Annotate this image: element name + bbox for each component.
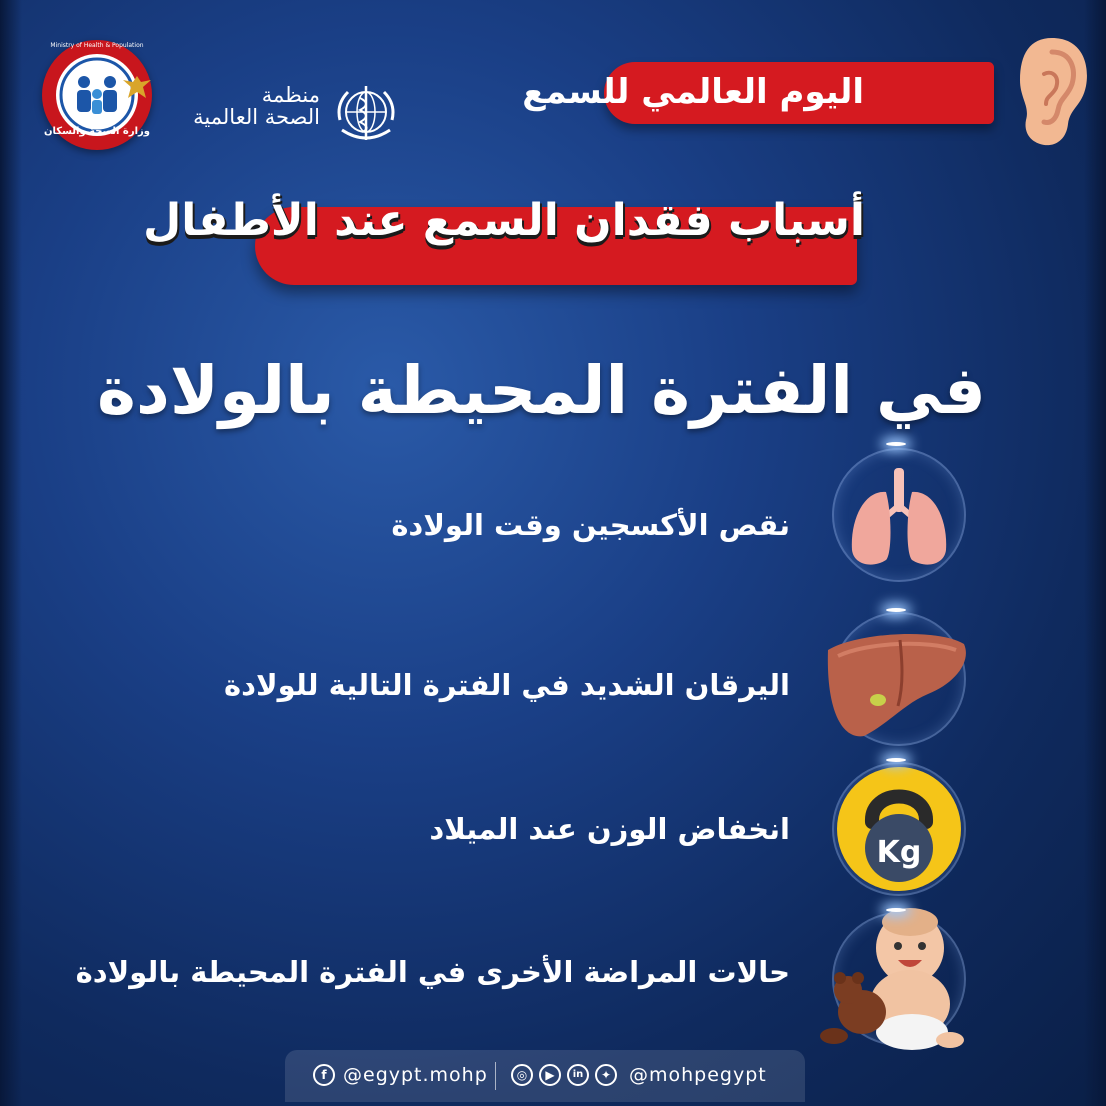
title-pill xyxy=(145,195,865,285)
banner-text: اليوم العالمي للسمع xyxy=(522,72,864,112)
lungs-icon-frame xyxy=(832,448,966,582)
liver-icon-frame xyxy=(832,612,966,746)
ear-icon xyxy=(1012,34,1092,150)
kettlebell-icon-frame xyxy=(832,762,966,896)
instagram-icon[interactable]: ◎ xyxy=(511,1064,533,1086)
ministry-name-en: Ministry of Health & Population xyxy=(50,42,144,49)
youtube-icon[interactable]: ▶ xyxy=(539,1064,561,1086)
social-handle[interactable]: @mohpegypt xyxy=(629,1064,767,1086)
kg-label: Kg xyxy=(876,835,922,870)
world-hearing-day-banner xyxy=(522,62,994,124)
item-3-text: انخفاض الوزن عند الميلاد xyxy=(429,812,790,846)
twitter-icon[interactable]: ✦ xyxy=(595,1064,617,1086)
baby-icon xyxy=(800,900,970,1060)
eagle-emblem-icon xyxy=(122,74,152,100)
footer-divider xyxy=(495,1062,496,1090)
right-edge-shade xyxy=(1084,0,1106,1106)
ministry-logo xyxy=(42,40,152,150)
lungs-icon xyxy=(834,450,964,580)
left-edge-shade xyxy=(0,0,22,1106)
who-line-2: الصحة العالمية xyxy=(193,105,320,130)
liver-icon xyxy=(818,614,968,744)
ministry-name-ar: وزارة الصحة والسكان xyxy=(43,126,150,137)
subtitle: في الفترة المحيطة بالولادة xyxy=(97,352,986,429)
facebook-icon[interactable]: f xyxy=(313,1064,335,1086)
item-1-text: نقص الأكسجين وقت الولادة xyxy=(391,508,790,542)
who-emblem-icon xyxy=(330,80,402,148)
page-title: أسباب فقدان السمع عند الأطفال xyxy=(143,195,865,246)
who-name xyxy=(180,84,320,128)
who-line-1: منظمة xyxy=(261,83,320,107)
facebook-handle[interactable]: @egypt.mohp xyxy=(343,1064,488,1086)
item-4-text: حالات المراضة الأخرى في الفترة المحيطة بالولادة xyxy=(75,955,790,989)
footer-social-bar xyxy=(285,1050,805,1102)
kettlebell-icon xyxy=(834,764,964,894)
linkedin-icon[interactable]: in xyxy=(567,1064,589,1086)
item-2-text: اليرقان الشديد في الفترة التالية للولادة xyxy=(224,668,790,702)
